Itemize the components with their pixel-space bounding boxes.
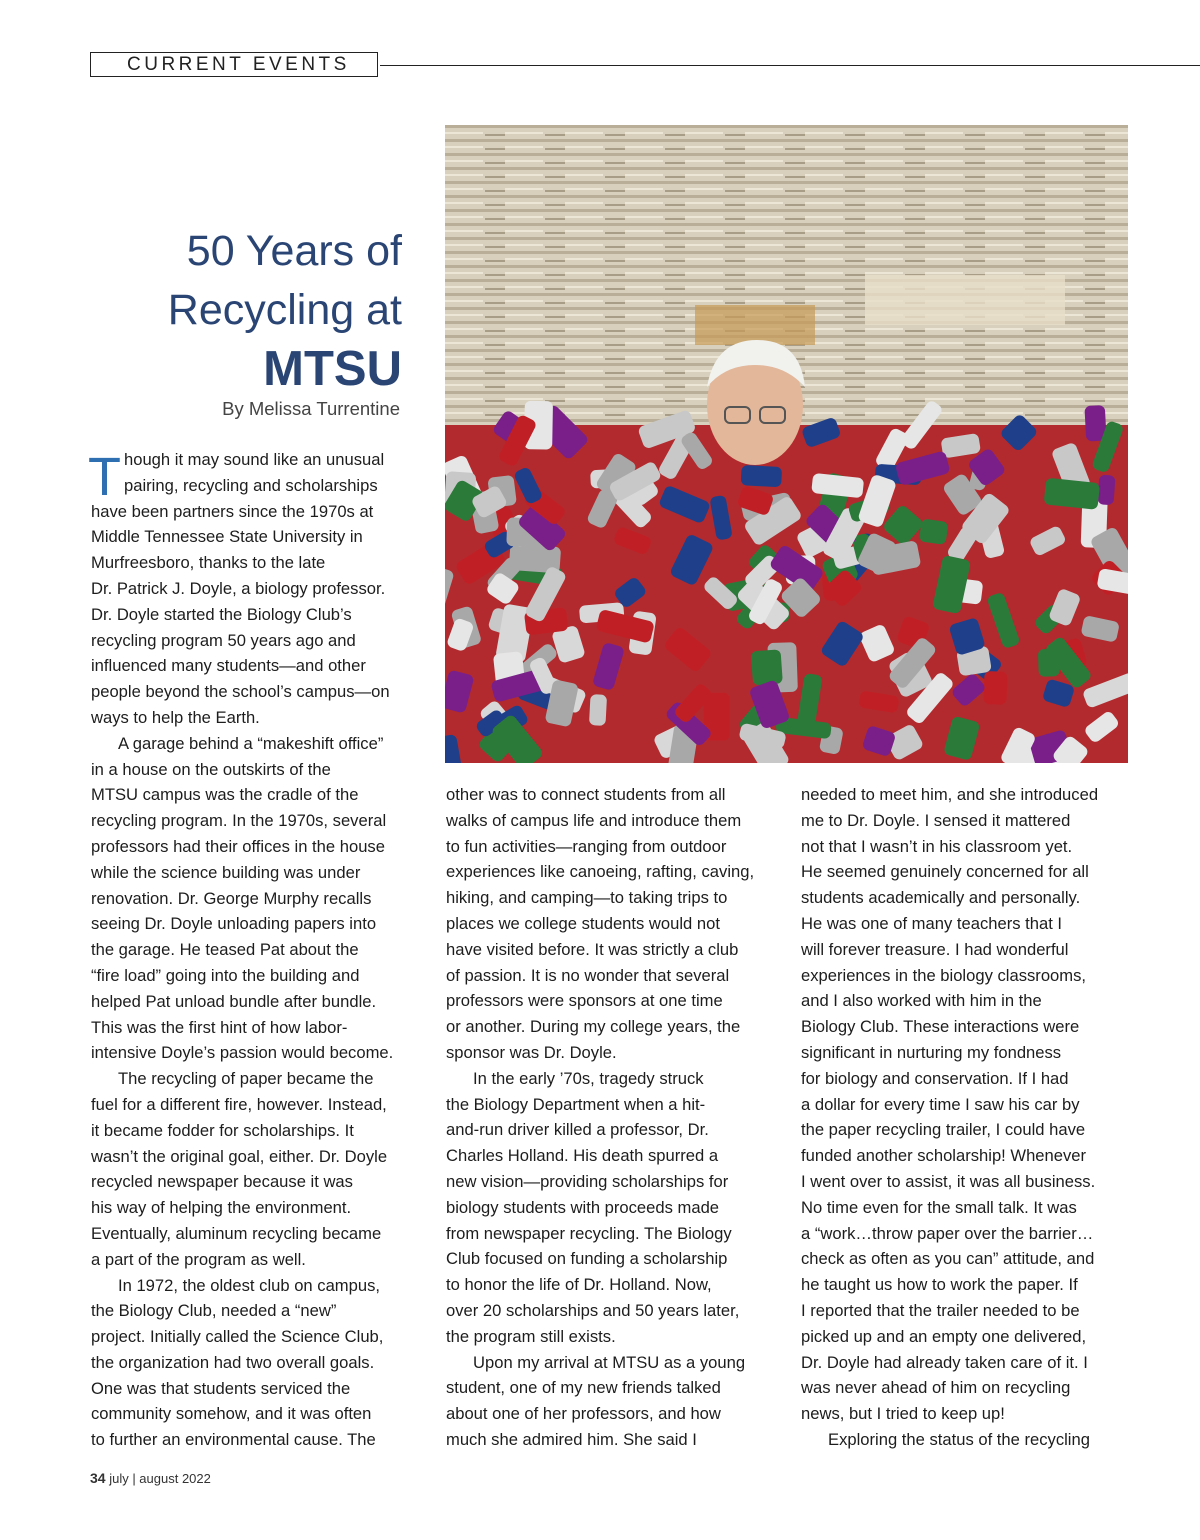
text-line: Eventually, aluminum recycling became <box>91 1223 382 1243</box>
text-line: MTSU campus was the cradle of the <box>91 785 359 805</box>
can-shape <box>983 671 1007 705</box>
text-line: people beyond the school’s campus—on <box>91 682 390 702</box>
article-column-1 <box>91 447 393 1453</box>
text-line: He seemed genuinely concerned for all <box>801 862 1089 882</box>
title-line-1: 50 Years of <box>186 227 402 275</box>
text-line: the paper recycling trailer, I could have <box>801 1120 1086 1140</box>
text-line: over 20 scholarships and 50 years later, <box>446 1300 740 1320</box>
text-line: biology students with proceeds made <box>446 1197 720 1217</box>
text-line: Dr. Patrick J. Doyle, a biology professor. <box>91 578 386 598</box>
section-rule <box>380 65 1200 66</box>
text-line: in a house on the outskirts of the <box>91 759 331 779</box>
text-line: sponsor was Dr. Doyle. <box>446 1042 617 1062</box>
text-line: will forever treasure. I had wonderful <box>801 939 1069 959</box>
text-line: the program still exists. <box>446 1326 616 1346</box>
text-line: He was one of many teachers that I <box>801 913 1063 933</box>
text-line: experiences like canoeing, rafting, caving, <box>446 862 755 882</box>
text-line: experiences in the biology classrooms, <box>801 965 1087 985</box>
text-line: In the early ’70s, tragedy struck <box>473 1068 704 1088</box>
page-footer <box>90 1470 211 1486</box>
text-line: have been partners since the 1970s at <box>91 501 374 521</box>
text-line: the Biology Club, needed a “new” <box>91 1301 337 1321</box>
text-line: for biology and conservation. If I had <box>801 1068 1069 1088</box>
text-line: the Biology Department when a hit- <box>446 1094 706 1114</box>
text-line: picked up and an empty one delivered, <box>801 1326 1087 1346</box>
text-line: a “work…throw paper over the barrier… <box>801 1223 1094 1243</box>
can-shape <box>751 649 783 685</box>
text-line: professors were sponsors at one time <box>446 991 723 1011</box>
text-line: and-run driver killed a professor, Dr. <box>446 1120 709 1140</box>
text-line: news, but I tried to keep up! <box>801 1404 1005 1424</box>
text-line: funded another scholarship! Whenever <box>801 1146 1087 1166</box>
text-line: renovation. Dr. George Murphy recalls <box>91 888 372 908</box>
text-line: Exploring the status of the recycling <box>828 1429 1090 1449</box>
text-line: have visited before. It was strictly a club <box>446 939 739 959</box>
can-shape <box>741 465 782 487</box>
text-line: needed to meet him, and she introduced <box>801 785 1099 804</box>
text-line: hough it may sound like an unusual <box>124 450 385 469</box>
text-line: seeing Dr. Doyle unloading papers into <box>91 914 377 934</box>
text-line: it became fodder for scholarships. It <box>91 1120 354 1140</box>
text-line: new vision—providing scholarships for <box>446 1171 729 1191</box>
text-line: significant in nurturing my fondness <box>801 1042 1062 1062</box>
title-line-2: Recycling at <box>167 286 402 334</box>
byline: By Melissa Turrentine <box>222 398 400 419</box>
text-line: a part of the program as well. <box>91 1249 306 1269</box>
text-line: community somehow, and it was often <box>91 1404 372 1424</box>
text-line: of passion. It is no wonder that several <box>446 965 730 985</box>
text-line: student, one of my new friends talked <box>446 1378 721 1398</box>
text-line: One was that students serviced the <box>91 1378 351 1398</box>
text-line: was never ahead of him on recycling <box>801 1378 1071 1398</box>
text-line: to honor the life of Dr. Holland. Now, <box>446 1275 712 1295</box>
text-line: I reported that the trailer needed to be <box>801 1300 1080 1320</box>
text-line: students academically and personally. <box>801 888 1081 908</box>
text-line: walks of campus life and introduce them <box>446 810 742 830</box>
text-line: I went over to assist, it was all business. <box>801 1171 1096 1191</box>
text-line: other was to connect students from all <box>446 785 726 804</box>
text-line: project. Initially called the Science Club, <box>91 1327 384 1347</box>
section-label: CURRENT EVENTS <box>90 52 378 77</box>
text-line: Charles Holland. His death spurred a <box>446 1146 719 1166</box>
text-line: and I also worked with him in the <box>801 991 1042 1011</box>
text-line: The recycling of paper became the <box>118 1069 374 1089</box>
text-line: recycling program 50 years ago and <box>91 630 356 650</box>
text-line: fuel for a different fire, however. Instead, <box>91 1094 387 1114</box>
text-line: me to Dr. Doyle. I sensed it mattered <box>801 810 1071 830</box>
text-line: his way of helping the environment. <box>91 1198 352 1218</box>
text-line: or another. During my college years, the <box>446 1017 741 1037</box>
text-line: Biology Club. These interactions were <box>801 1017 1080 1037</box>
text-line: A garage behind a “makeshift office” <box>118 733 384 753</box>
title-line-3: MTSU <box>263 342 402 396</box>
text-line: about one of her professors, and how <box>446 1404 721 1424</box>
text-line: In 1972, the oldest club on campus, <box>118 1275 380 1295</box>
issue-date: july | august 2022 <box>109 1471 211 1486</box>
text-line: Club focused on funding a scholarship <box>446 1249 728 1269</box>
text-line: places we college students would not <box>446 913 720 933</box>
text-line: wasn’t the original goal, either. Dr. Doyle <box>91 1146 388 1166</box>
text-line: recycled newspaper because it was <box>91 1172 353 1192</box>
text-line: from newspaper recycling. The Biology <box>446 1223 732 1243</box>
text-line: Murfreesboro, thanks to the late <box>91 553 326 573</box>
text-line: professors had their offices in the house <box>91 836 385 856</box>
drop-cap: T <box>88 447 121 507</box>
text-line: to fun activities—ranging from outdoor <box>446 836 727 856</box>
text-line: “fire load” going into the building and <box>91 965 360 985</box>
text-line: recycling program. In the 1970s, several <box>91 811 387 831</box>
page-number: 34 <box>90 1470 106 1486</box>
can-shape <box>589 694 607 726</box>
text-line: Middle Tennessee State University in <box>91 527 363 547</box>
text-line: ways to help the Earth. <box>91 707 260 727</box>
text-line: pairing, recycling and scholarships <box>124 475 378 495</box>
article-column-2 <box>446 782 754 1453</box>
text-line: influenced many students—and other <box>91 656 366 676</box>
text-line: much she admired him. She said I <box>446 1429 697 1449</box>
text-line: the organization had two overall goals. <box>91 1352 375 1372</box>
text-line: Dr. Doyle started the Biology Club’s <box>91 604 352 624</box>
text-line: a dollar for every time I saw his car by <box>801 1094 1080 1114</box>
text-line: the garage. He teased Pat about the <box>91 940 359 960</box>
text-line: he taught us how to work the paper. If <box>801 1275 1078 1295</box>
text-line: helped Pat unload bundle after bundle. <box>91 991 377 1011</box>
text-line: while the science building was under <box>91 862 361 882</box>
text-line: not that I wasn’t in his classroom yet. <box>801 836 1073 856</box>
can-shape <box>919 518 949 544</box>
can-shape <box>1097 475 1115 506</box>
photo-illustration <box>445 125 1128 763</box>
text-line: intensive Doyle’s passion would become. <box>91 1043 394 1063</box>
text-line: hiking, and camping—to taking trips to <box>446 888 728 908</box>
text-line: check as often as you can” attitude, and <box>801 1249 1095 1269</box>
can-shape <box>1044 478 1101 510</box>
text-line: to further an environmental cause. The <box>91 1430 376 1450</box>
text-line: Upon my arrival at MTSU as a young <box>473 1352 746 1372</box>
text-line: No time even for the small talk. It was <box>801 1197 1077 1217</box>
text-line: Dr. Doyle had already taken care of it. I <box>801 1352 1088 1372</box>
article-column-3 <box>801 782 1098 1453</box>
text-line: This was the first hint of how labor- <box>91 1017 348 1037</box>
article-title <box>60 222 402 398</box>
article-photo <box>445 125 1128 763</box>
